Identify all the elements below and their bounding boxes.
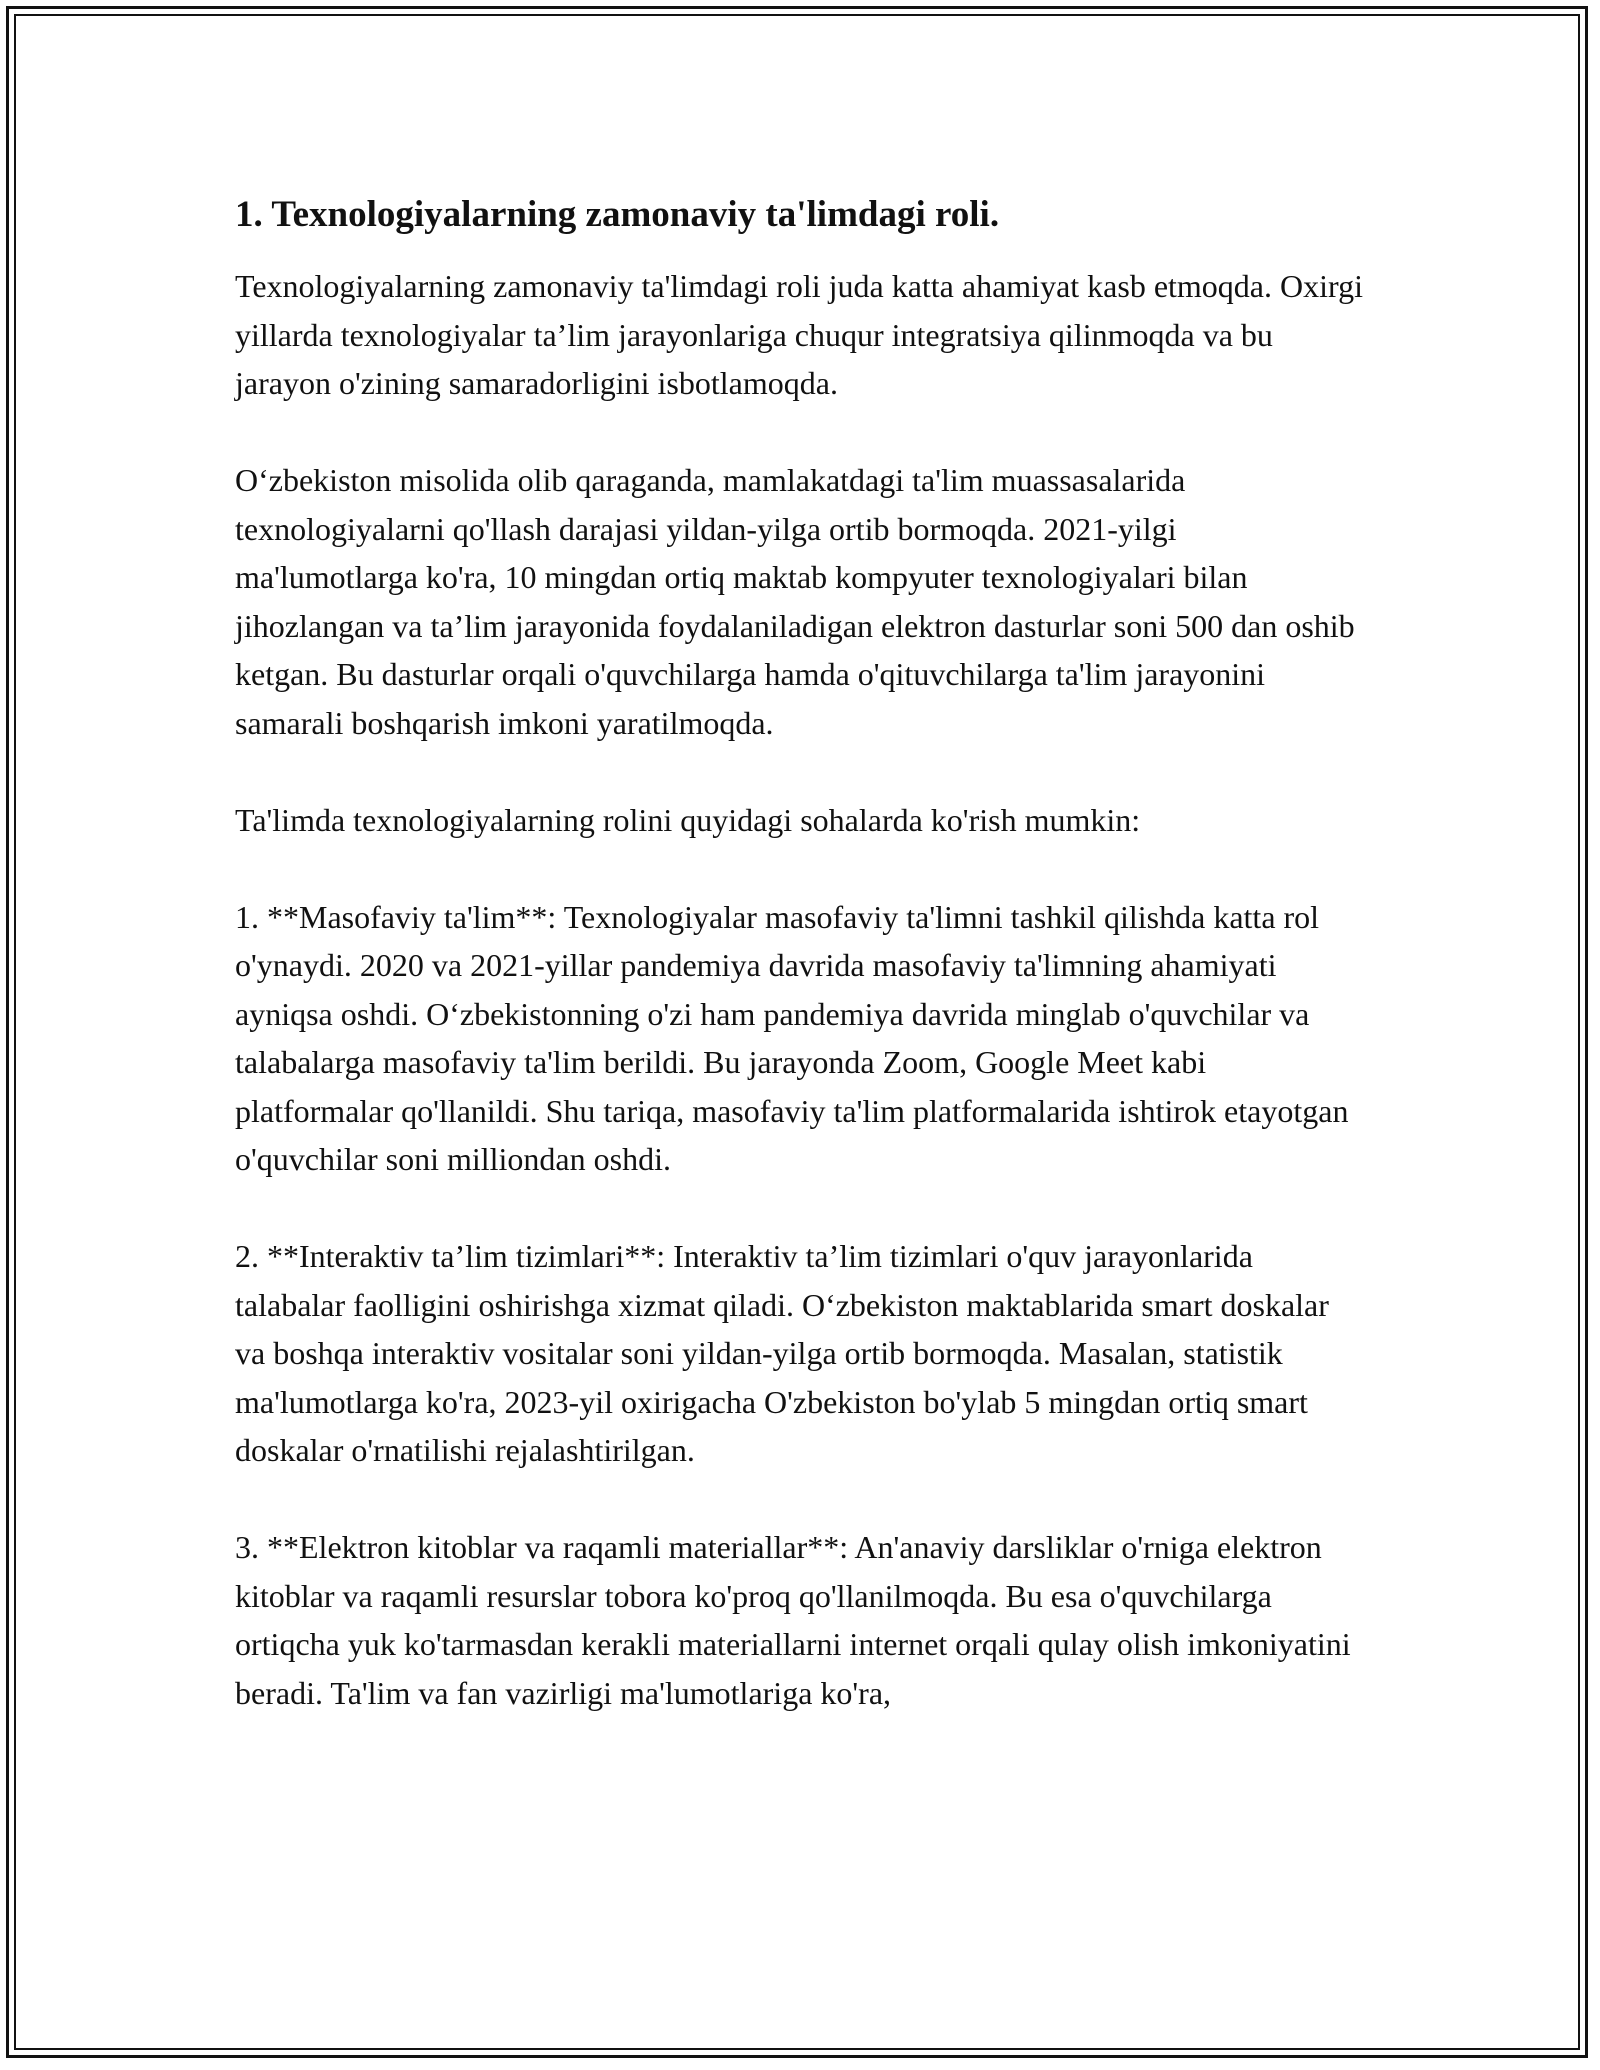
document-body [235,190,1365,1717]
paragraph-intro: Texnologiyalarning zamonaviy ta'limdagi roli juda katta ahamiyat kasb etmoqda. Oxirgi yillarda texnologiyalar ta’lim jarayonlariga chuqur integratsiya qilinmoqda va bu jarayon o'zining samaradorligini isbotlamoqda. [235,268,1363,401]
paragraph-uzbekistan-example: O‘zbekiston misolida olib qaraganda, mamlakatdagi ta'lim muassasalarida texnologiyalarni qo'llash darajasi yildan-yilga ortib bormoqda. 2021-yilgi ma'lumotlarga ko'ra, 10 mingdan ortiq maktab kompyuter texnologiyalari bilan jihozlangan va ta’lim jarayonida foydalaniladigan elektron dasturlar soni 500 dan oshib ketgan. Bu dasturlar orqali o'quvchilarga hamda o'qituvchilarga ta'lim jarayonini samarali boshqarish imkoni yaratilmoqda. [235,462,1355,741]
paragraph-areas-intro: Ta'limda texnologiyalarning rolini quyidagi sohalarda ko'rish mumkin: [235,801,1141,838]
section-heading: 1. Texnologiyalarning zamonaviy ta'limdagi roli. [235,194,1000,235]
paragraph-interactive-systems: 2. **Interaktiv ta’lim tizimlari**: Interaktiv ta’lim tizimlari o'quv jarayonlarida talabalar faolligini oshirishga xizmat qiladi. O‘zbekiston maktablarida smart doskalar va boshqa interaktiv vositalar soni yildan-yilga ortib bormoqda. Masalan, statistik ma'lumotlarga ko'ra, 2023-yil oxirigacha O'zbekiston bo'ylab 5 mingdan ortiq smart doskalar o'rnatilishi rejalashtirilgan. [235,1238,1329,1468]
paragraph-distance-learning: 1. **Masofaviy ta'lim**: Texnologiyalar masofaviy ta'limni tashkil qilishda katta rol o'ynaydi. 2020 va 2021-yillar pandemiya davrida masofaviy ta'limning ahamiyati ayniqsa oshdi. O‘zbekistonning o'zi ham pandemiya davrida minglab o'quvchilar va talabalarga masofaviy ta'lim berildi. Bu jarayonda Zoom, Google Meet kabi platformalar qo'llanildi. Shu tariqa, masofaviy ta'lim platformalarida ishtirok etayotgan o'quvchilar soni milliondan oshdi. [235,898,1349,1177]
paragraph-electronic-books: 3. **Elektron kitoblar va raqamli materiallar**: An'anaviy darsliklar o'rniga elektron kitoblar va raqamli resurslar tobora ko'proq qo'llanilmoqda. Bu esa o'quvchilarga ortiqcha yuk ko'tarmasdan kerakli materiallarni internet orqali qulay olish imkoniyatini beradi. Ta'lim va fan vazirligi ma'lumotlariga ko'ra, [235,1529,1351,1711]
